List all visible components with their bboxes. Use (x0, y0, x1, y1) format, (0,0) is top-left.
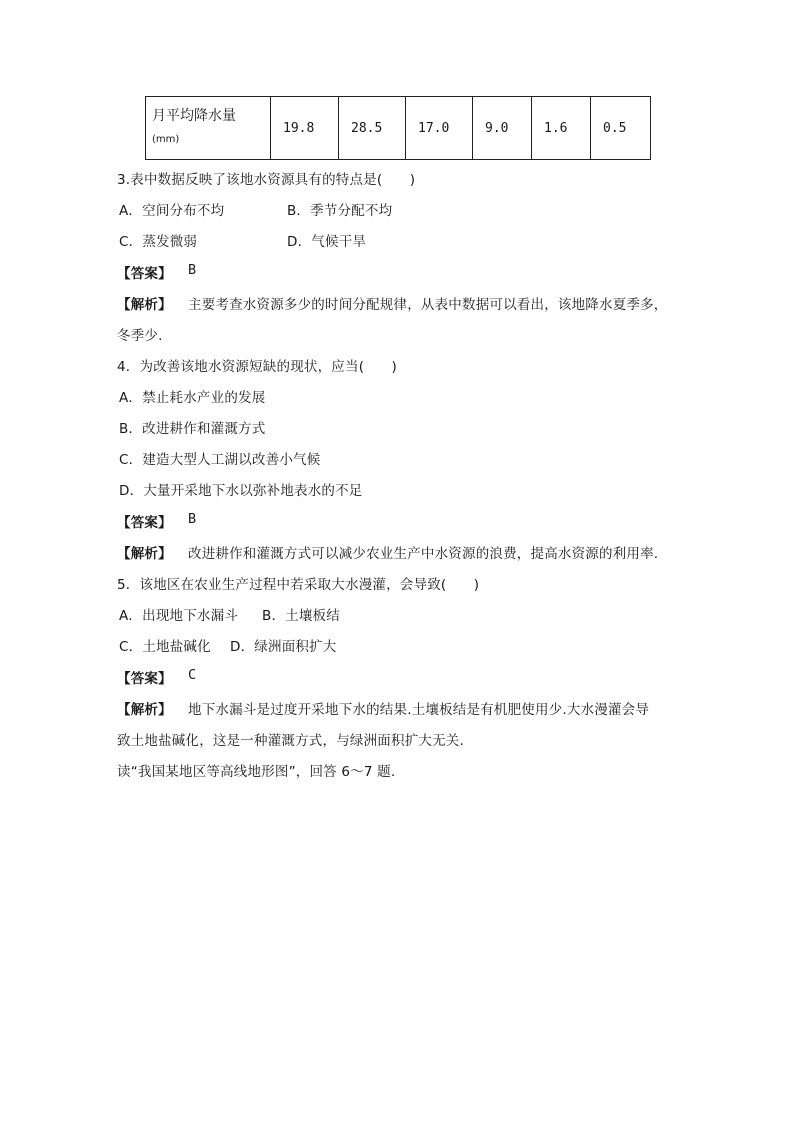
question-3-option-a: A．空间分布不均 (119, 203, 225, 219)
question-4-analysis-tag: 【解析】 (117, 546, 172, 562)
question-5-option-a: A．出现地下水漏斗 (119, 608, 239, 624)
question-4-stem: 4．为改善该地水资源短缺的现状，应当( ) (117, 359, 398, 375)
question-3-option-b: B．季节分配不均 (287, 203, 393, 219)
question-4-analysis-line-1: 改进耕作和灌溉方式可以减少农业生产中水资源的浪费，提高水资源的利用率. (188, 546, 659, 562)
table-cell: 0.5 (591, 97, 651, 160)
question-3-analysis-line-2: 冬季少. (117, 328, 163, 344)
table-row-label (146, 97, 271, 160)
precipitation-table (145, 96, 651, 160)
question-4-option-b: B．改进耕作和灌溉方式 (119, 421, 266, 437)
table-cell: 1.6 (532, 97, 591, 160)
question-3-option-d: D．气候干旱 (287, 234, 367, 250)
question-3-stem: 3.表中数据反映了该地水资源具有的特点是( ) (117, 172, 416, 188)
question-5-option-c: C．土地盐碱化 (119, 639, 211, 655)
question-5-stem: 5．该地区在农业生产过程中若采取大水漫灌，会导致( ) (117, 577, 480, 593)
question-4-option-d: D．大量开采地下水以弥补地表水的不足 (119, 483, 363, 499)
question-3-answer-tag: 【答案】 (117, 266, 172, 282)
question-4-option-c: C．建造大型人工湖以改善小气候 (119, 452, 321, 468)
table-cell: 17.0 (406, 97, 473, 160)
table-row (146, 97, 651, 160)
next-questions-intro: 读“我国某地区等高线地形图”，回答 6～7 题. (117, 764, 396, 780)
question-3-answer: B (188, 262, 197, 278)
table-cell: 28.5 (339, 97, 406, 160)
table-label-unit: (mm) (152, 134, 180, 145)
question-4-answer-tag: 【答案】 (117, 515, 172, 531)
table-cell: 19.8 (271, 97, 339, 160)
question-5-option-d: D．绿洲面积扩大 (230, 639, 337, 655)
question-4-option-a: A．禁止耗水产业的发展 (119, 390, 266, 406)
table-label-main: 月平均降水量 (152, 108, 236, 124)
question-5-answer: C (188, 667, 197, 683)
question-3-option-c: C．蒸发微弱 (119, 234, 198, 250)
table-cell: 9.0 (473, 97, 532, 160)
question-3-analysis-line-1: 主要考查水资源多少的时间分配规律，从表中数据可以看出，该地降水夏季多， (188, 297, 668, 313)
question-5-answer-tag: 【答案】 (117, 671, 172, 687)
question-5-option-b: B．土壤板结 (262, 608, 340, 624)
question-3-analysis-tag: 【解析】 (117, 297, 172, 313)
question-5-analysis-line-1: 地下水漏斗是过度开采地下水的结果.土壤板结是有机肥使用少.大水漫灌会导 (188, 702, 650, 718)
question-5-analysis-tag: 【解析】 (117, 702, 172, 718)
question-5-analysis-line-2: 致土地盐碱化，这是一种灌溉方式，与绿洲面积扩大无关. (117, 733, 464, 749)
question-4-answer: B (188, 511, 197, 527)
